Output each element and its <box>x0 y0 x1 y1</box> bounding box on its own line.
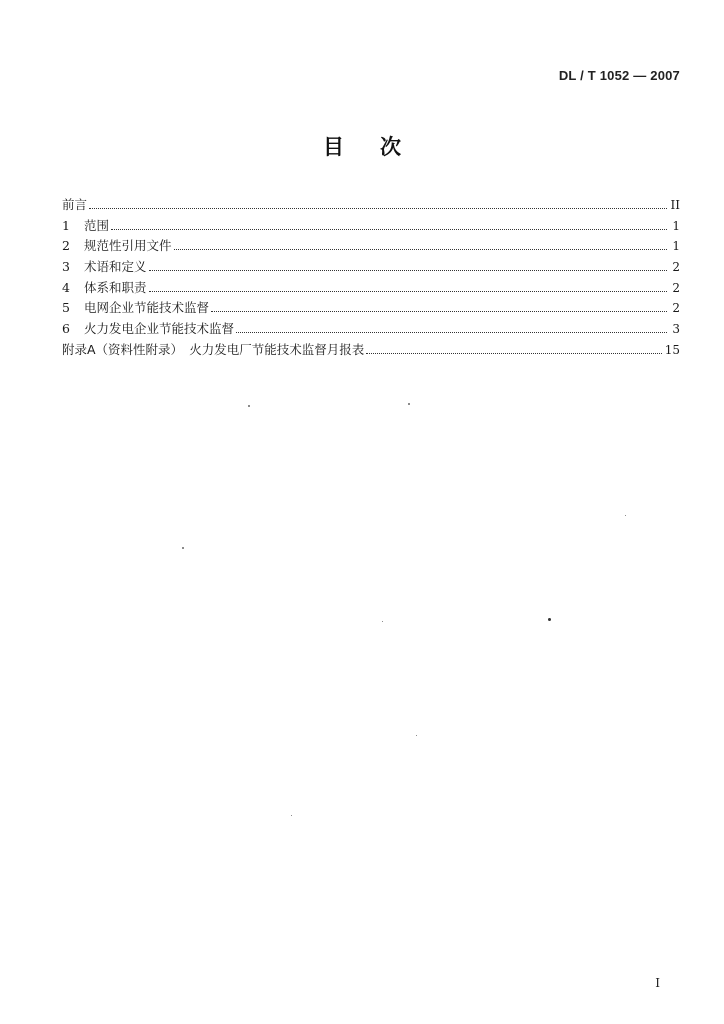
toc-entry-number: 6 <box>62 321 70 337</box>
toc-entry-scope[interactable] <box>62 216 680 237</box>
toc-entry-thermal-power-supervision[interactable] <box>62 319 680 340</box>
toc-entry-label: 术语和定义 <box>84 259 147 275</box>
scan-speck <box>548 618 551 621</box>
toc-entry-number: 4 <box>62 279 70 295</box>
toc-entry-normative-references[interactable] <box>62 236 680 257</box>
toc-entry-page: 1 <box>672 218 680 233</box>
dot-leader <box>366 353 661 354</box>
page-number: I <box>655 976 660 990</box>
toc-entry-number: 1 <box>62 217 70 233</box>
toc-entry-page: 15 <box>664 342 680 357</box>
toc-entry-label: 电网企业节能技术监督 <box>84 300 210 316</box>
toc-entry-page: 2 <box>672 260 680 275</box>
scan-speck <box>291 815 292 816</box>
toc-entry-grid-supervision[interactable] <box>62 298 680 319</box>
toc-entry-label: 体系和职责 <box>84 279 147 295</box>
toc-entry-page: II <box>670 198 680 212</box>
toc-entry-label: 火力发电企业节能技术监督 <box>84 321 235 337</box>
dot-leader <box>149 291 667 292</box>
toc-entry-page: 3 <box>672 322 680 337</box>
toc-entry-foreword[interactable] <box>62 195 680 216</box>
toc-entry-number: 5 <box>62 300 70 316</box>
dot-leader <box>211 311 667 312</box>
scan-speck <box>182 547 184 549</box>
dot-leader <box>149 270 667 271</box>
toc-entry-label: 附录A（资料性附录） 火力发电厂节能技术监督月报表 <box>62 341 365 357</box>
toc-entry-label: 规范性引用文件 <box>84 238 172 254</box>
dot-leader <box>111 229 667 230</box>
scan-speck <box>408 403 410 405</box>
toc-entry-appendix-a[interactable] <box>62 340 680 361</box>
standard-code: DL / T 1052 — 2007 <box>558 68 680 83</box>
dot-leader <box>174 249 667 250</box>
scan-speck <box>625 515 626 516</box>
scan-speck <box>416 735 417 736</box>
toc-entry-page: 2 <box>672 280 680 295</box>
toc-entry-number: 2 <box>62 238 70 254</box>
scan-speck <box>382 621 383 622</box>
scan-speck <box>248 405 250 407</box>
dot-leader <box>236 332 667 333</box>
table-of-contents <box>62 195 680 361</box>
dot-leader <box>89 208 667 209</box>
toc-entry-terms-definitions[interactable] <box>62 257 680 278</box>
toc-entry-label: 前言 <box>62 197 88 212</box>
toc-entry-system-responsibilities[interactable] <box>62 278 680 299</box>
toc-entry-number: 3 <box>62 259 70 275</box>
toc-entry-page: 1 <box>672 239 680 254</box>
toc-entry-label: 范围 <box>84 217 110 233</box>
toc-entry-page: 2 <box>672 301 680 316</box>
toc-title: 目次 <box>323 135 437 159</box>
